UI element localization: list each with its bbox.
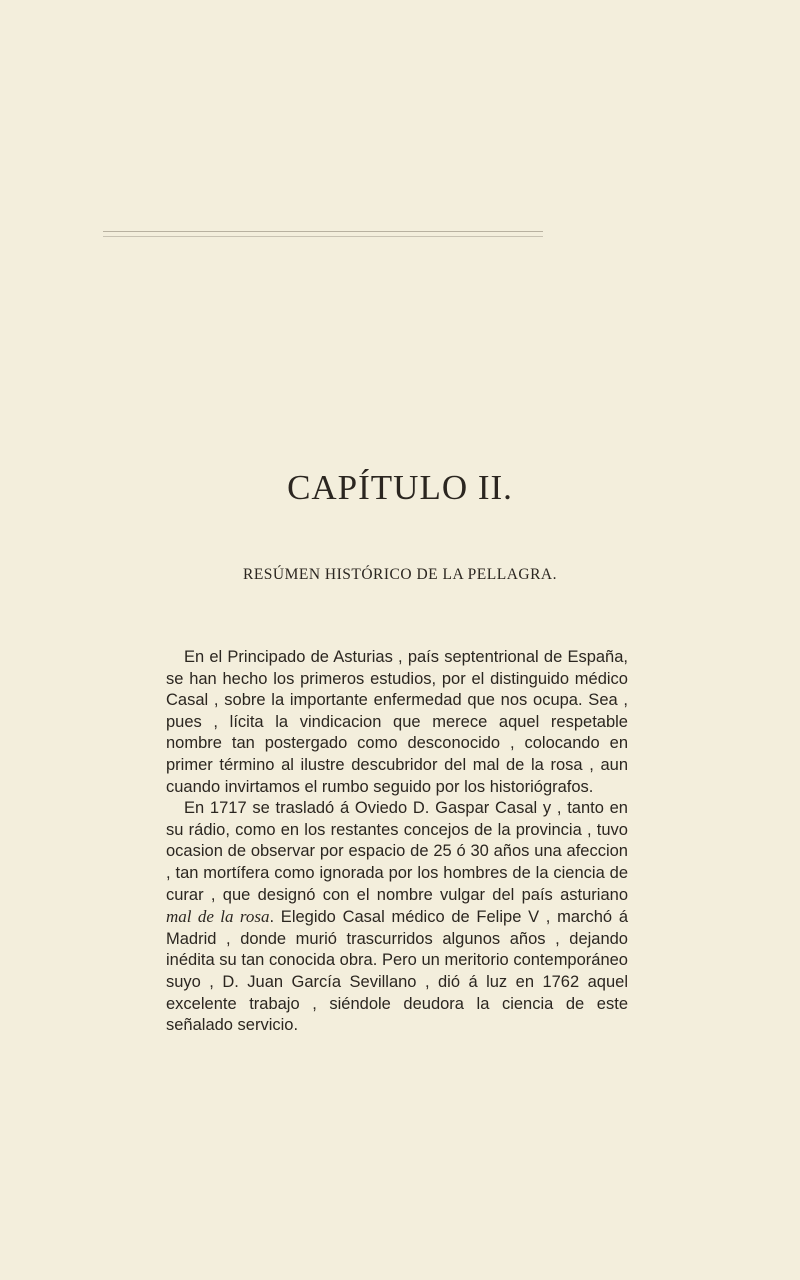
paragraph-1-text: En el Principado de Asturias , país septentrional de España, se han hecho los primeros estudios, por el distinguido médico Casal , sobre la importante enfermedad que nos ocupa. Sea , pues , lícita la vindicacion que merece aquel respetable nombre tan postergado como desconocido , colocando en primer término al ilustre descubridor del mal de la rosa , aun cuando invirtamos el rumbo seguido por los historiógrafos. xyxy=(166,648,628,796)
chapter-subtitle: RESÚMEN HISTÓRICO DE LA PELLAGRA. xyxy=(242,566,558,583)
paragraph-1 xyxy=(166,647,628,798)
top-rule xyxy=(103,231,543,232)
paragraph-2-part1: En 1717 se trasladó á Oviedo D. Gaspar Casal y , tanto en su rádio, como en los restantes concejos de la provincia , tuvo ocasion de observar por espacio de 25 ó 30 años una afeccion , tan mortífera como ignorada por los hombres de la ciencia de curar , que designó con el nombre vulgar del país asturiano xyxy=(166,799,628,904)
chapter-title: CAPÍTULO II. xyxy=(287,468,513,507)
paragraph-2-italic: mal de la rosa xyxy=(166,907,270,927)
body-text xyxy=(166,647,628,1037)
paragraph-2 xyxy=(166,798,628,1037)
paragraph-2-part2: . Elegido Casal médico de Felipe V , marchó á Madrid , donde murió trascurridos algunos años , dejando inédita su tan conocida obra. Pero un meritorio contemporáneo suyo , D. Juan García Sevillano , dió á luz en 1762 aquel excelente trabajo , siéndole deudora la ciencia de este señalado servicio. xyxy=(166,908,629,1035)
top-rule-second xyxy=(103,236,543,237)
